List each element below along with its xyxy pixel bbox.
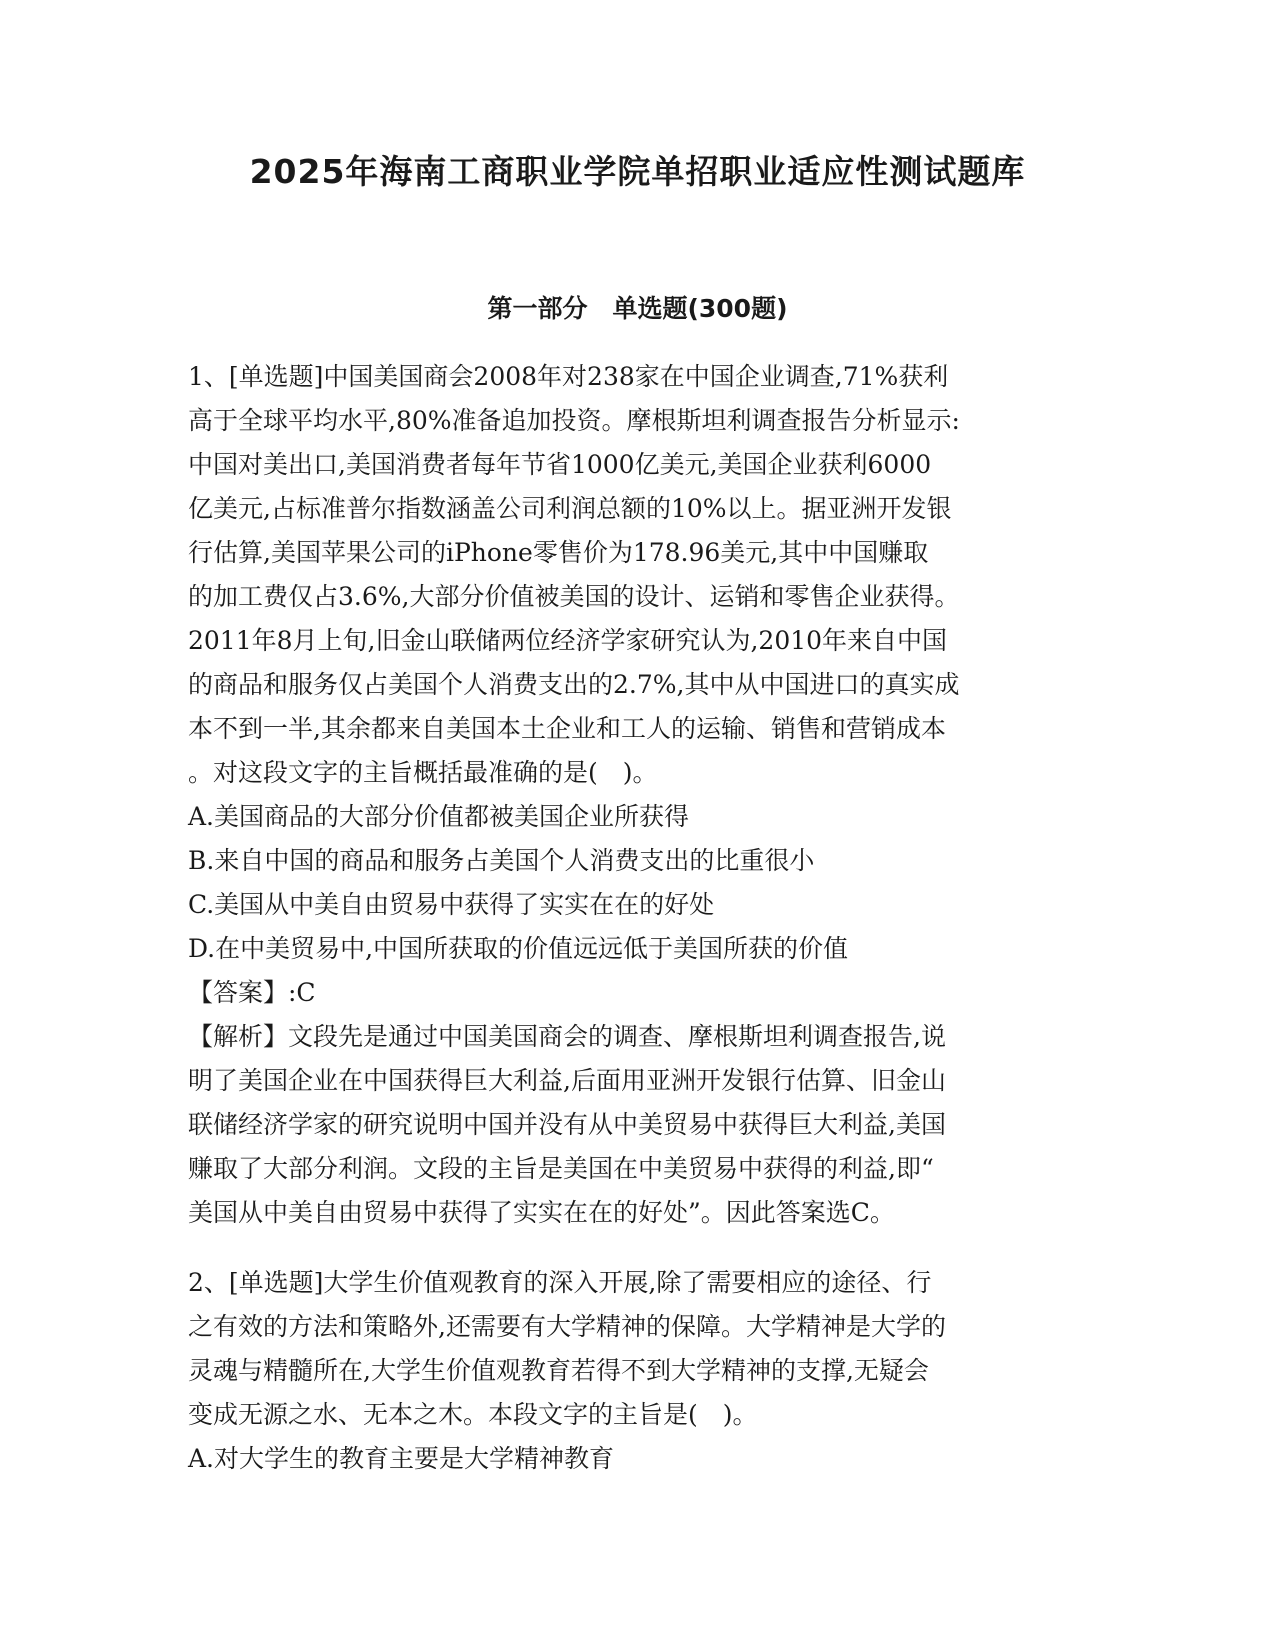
question-1-analysis-line: 【解析】文段先是通过中国美国商会的调查、摩根斯坦利调查报告,说 bbox=[188, 1022, 946, 1051]
section-title: 第一部分 单选题(300题) bbox=[487, 294, 788, 323]
question-2-stem-line: 2、[单选题]大学生价值观教育的深入开展,除了需要相应的途径、行 bbox=[188, 1268, 932, 1297]
question-1-stem-line: 2011年8月上旬,旧金山联储两位经济学家研究认为,2010年来自中国 bbox=[188, 626, 948, 655]
question-2-stem-line: 灵魂与精髓所在,大学生价值观教育若得不到大学精神的支撑,无疑会 bbox=[188, 1356, 929, 1385]
question-1-stem-line: 的商品和服务仅占美国个人消费支出的2.7%,其中从中国进口的真实成 bbox=[188, 670, 960, 699]
question-spacer bbox=[188, 1235, 1088, 1261]
question-1-analysis-line: 赚取了大部分利润。文段的主旨是美国在中美贸易中获得的利益,即“ bbox=[188, 1154, 934, 1183]
question-2 bbox=[188, 1261, 1088, 1481]
question-1-option-d: D.在中美贸易中,中国所获取的价值远远低于美国所获的价值 bbox=[188, 934, 849, 963]
question-1-stem-line: 行估算,美国苹果公司的iPhone零售价为178.96美元,其中中国赚取 bbox=[188, 538, 929, 567]
document-title: 2025年海南工商职业学院单招职业适应性测试题库 bbox=[249, 152, 1026, 191]
question-1-stem-line: 中国对美出口,美国消费者每年节省1000亿美元,美国企业获利6000 bbox=[188, 450, 932, 479]
question-1-analysis-line: 美国从中美自由贸易中获得了实实在在的好处”。因此答案选C。 bbox=[188, 1198, 895, 1227]
question-1-answer: 【答案】:C bbox=[188, 978, 316, 1007]
question-list bbox=[188, 355, 1088, 1481]
question-1 bbox=[188, 355, 1088, 1235]
question-1-stem-line: 的加工费仅占3.6%,大部分价值被美国的设计、运销和零售企业获得。 bbox=[188, 582, 960, 611]
question-2-stem-line: 之有效的方法和策略外,还需要有大学精神的保障。大学精神是大学的 bbox=[188, 1312, 946, 1341]
question-1-option-c: C.美国从中美自由贸易中获得了实实在在的好处 bbox=[188, 890, 715, 919]
question-2-option-a: A.对大学生的教育主要是大学精神教育 bbox=[188, 1444, 615, 1473]
question-1-analysis-line: 联储经济学家的研究说明中国并没有从中美贸易中获得巨大利益,美国 bbox=[188, 1110, 946, 1139]
question-1-stem-line: 本不到一半,其余都来自美国本土企业和工人的运输、销售和营销成本 bbox=[188, 714, 946, 743]
question-1-stem-line: 高于全球平均水平,80%准备追加投资。摩根斯坦利调查报告分析显示: bbox=[188, 406, 960, 435]
question-1-option-a: A.美国商品的大部分价值都被美国企业所获得 bbox=[188, 802, 690, 831]
question-1-option-b: B.来自中国的商品和服务占美国个人消费支出的比重很小 bbox=[188, 846, 815, 875]
question-1-analysis-line: 明了美国企业在中国获得巨大利益,后面用亚洲开发银行估算、旧金山 bbox=[188, 1066, 946, 1095]
question-2-stem-line: 变成无源之水、无本之木。本段文字的主旨是( )。 bbox=[188, 1400, 758, 1429]
question-1-stem-line: 亿美元,占标准普尔指数涵盖公司利润总额的10%以上。据亚洲开发银 bbox=[188, 494, 952, 523]
question-1-stem-line: 。对这段文字的主旨概括最准确的是( )。 bbox=[188, 758, 658, 787]
question-1-stem-line: 1、[单选题]中国美国商会2008年对238家在中国企业调查,71%获利 bbox=[188, 362, 949, 391]
